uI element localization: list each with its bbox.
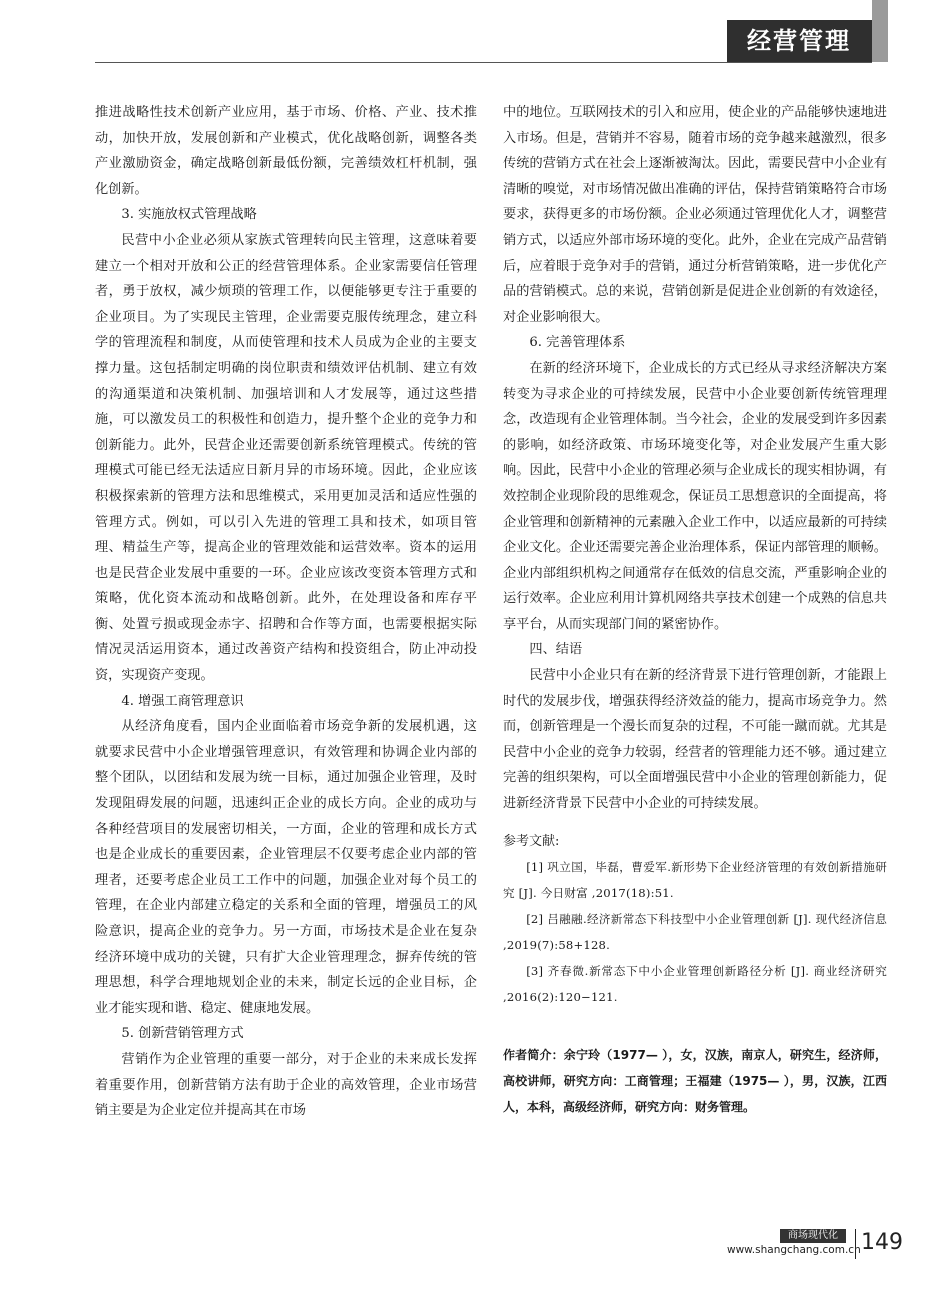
author-bio xyxy=(503,1042,887,1120)
section-title: 经营管理 xyxy=(747,27,851,55)
section-heading: 四、结语 xyxy=(529,642,583,658)
section-heading: 5. 创新营销管理方式 xyxy=(121,1026,244,1042)
author-bio-label: 作者简介： xyxy=(503,1048,564,1063)
header-accent-bar xyxy=(872,0,888,62)
author-bio-text: 余宁玲（1977— ），女，汉族，南京人，研究生，经济师，高校讲师，研究方向：工商管理；王福建（1975— ），男，汉族，江西人，本科，高级经济师，研究方向：财务管理。 xyxy=(503,1048,887,1115)
paragraph: 中的地位。互联网技术的引入和应用，使企业的产品能够快速地进入市场。但是，营销并不容易，随着市场的竞争越来越激烈，很多传统的营销方式在社会上逐渐被淘汰。因此，需要民营中小企业有清晰的嗅觉，对市场情况做出准确的评估，保持营销策略符合市场要求，获得更多的市场份额。企业必须通过管理优化人才，调整营销方式，以适应外部市场环境的变化。此外，企业在完成产品营销后，应着眼于竞争对手的营销，通过分析营销策略，进一步优化产品的营销模式。总的来说，营销创新是促进企业创新的有效途径，对企业影响很大。 xyxy=(503,105,887,325)
paragraph: 民营中小企业必须从家族式管理转向民主管理，这意味着要建立一个相对开放和公正的经营管理体系。企业家需要信任管理者，勇于放权，减少烦琐的管理工作，以便能够更专注于重要的企业项目。为了实现民主管理，企业需要克服传统理念，建立科学的管理流程和制度，从而使管理和技术人员成为企业的主要支撑力量。这包括制定明确的岗位职责和绩效评估机制、建立有效的沟通渠道和决策机制、加强培训和人才发展等，通过这些措施，可以激发员工的积极性和创造力，提升整个企业的竞争力和创新能力。此外，民营企业还需要创新系统管理模式。传统的管理模式可能已经无法适应日新月异的市场环境。因此，企业应该积极探索新的管理方法和思维模式，采用更加灵活和适应性强的管理方式。例如，可以引入先进的管理工具和技术，如项目管理、精益生产等，提高企业的管理效能和运营效率。资本的运用也是民营企业发展中重要的一环。企业应该改变资本管理方式和策略，优化资本流动和战略创新。此外，在处理设备和库存平衡、处置亏损或现金赤字、招聘和合作等方面，也需要根据实际情况灵活运用资本，通过改善资产结构和投资组合，防止冲动投资，实现资产变现。 xyxy=(95,232,477,684)
header-rule xyxy=(95,62,872,63)
page-number: 149 xyxy=(861,1230,903,1255)
section-heading: 4. 增强工商管理意识 xyxy=(121,693,244,709)
reference-item: [2] 吕融融.经济新常态下科技型中小企业管理创新 [J]. 现代经济信息 ,2019(7):58+128. xyxy=(503,912,887,953)
paragraph: 在新的经济环境下，企业成长的方式已经从寻求经济解决方案转变为寻求企业的可持续发展，民营中小企业要创新传统管理理念，改造现有企业管理体制。当今社会，企业的发展受到许多因素的影响，如经济政策、市场环境变化等，对企业发展产生重大影响。因此，民营中小企业的管理必须与企业成长的现实相协调，有效控制企业现阶段的思维观念，保证员工思想意识的全面提高，将企业管理和创新精神的元素融入企业工作中，以适应最新的可持续企业文化。企业还需要完善企业治理体系，保证内部管理的顺畅。企业内部组织机构之间通常存在低效的信息交流，严重影响企业的运行效率。企业应利用计算机网络共享技术创建一个成熟的信息共享平台，从而实现部门间的紧密协作。 xyxy=(503,360,887,632)
paragraph: 营销作为企业管理的重要一部分，对于企业的未来成长发挥着重要作用，创新营销方法有助于企业的高效管理，企业市场营销主要是为企业定位并提高其在市场 xyxy=(95,1051,477,1119)
journal-url: www.shangchang.com.cn xyxy=(727,1244,861,1256)
reference-item: [3] 齐春微.新常态下中小企业管理创新路径分析 [J]. 商业经济研究 ,2016(2):120−121. xyxy=(503,964,887,1005)
left-column xyxy=(95,100,477,1124)
paragraph: 从经济角度看，国内企业面临着市场竞争新的发展机遇，这就要求民营中小企业增强管理意识，有效管理和协调企业内部的整个团队，以团结和发展为统一目标，通过加强企业管理，及时发现阻碍发展的问题，迅速纠正企业的成长方向。企业的成功与各种经营项目的发展密切相关，一方面，企业的管理和成长方式也是企业成长的重要因素，企业管理层不仅要考虑企业内部的管理者，还要考虑企业员工工作中的问题，加强企业对每个员工的管理，在企业内部建立稳定的关系和全面的管理，增强员工的风险意识，提高企业的竞争力。另一方面，市场技术是企业在复杂经济环境中成功的关键，只有扩大企业管理理念，摒弃传统的管理思想，科学合理地规划企业的未来，制定长远的企业目标，企业才能实现和谐、稳定、健康地发展。 xyxy=(95,719,477,1016)
paragraph: 民营中小企业只有在新的经济背景下进行管理创新，才能跟上时代的发展步伐，增强获得经济效益的能力，提高市场竞争力。然而，创新管理是一个漫长而复杂的过程，不可能一蹴而就。尤其是民营中小企业的竞争力较弱，经营者的管理能力还不够。通过建立完善的组织架构，可以全面增强民营中小企业的管理创新能力，促进新经济背景下民营中小企业的可持续发展。 xyxy=(503,668,887,812)
right-column xyxy=(503,100,887,1120)
section-heading: 3. 实施放权式管理战略 xyxy=(121,207,257,223)
footer-divider xyxy=(855,1229,856,1259)
paragraph: 推进战略性技术创新产业应用，基于市场、价格、产业、技术推动，加快开放，发展创新和产业模式，优化战略创新，调整各类产业激励资金，确定战略创新最低份额，完善绩效杠杆机制，强化创新。 xyxy=(95,105,477,197)
section-heading: 6. 完善管理体系 xyxy=(529,335,626,351)
references-title: 参考文献: xyxy=(503,833,560,849)
reference-item: [1] 巩立国，毕磊，曹爱军.新形势下企业经济管理的有效创新措施研究 [J]. 今日财富 ,2017(18):51. xyxy=(503,860,887,901)
journal-logo: 商场现代化 xyxy=(780,1229,846,1243)
